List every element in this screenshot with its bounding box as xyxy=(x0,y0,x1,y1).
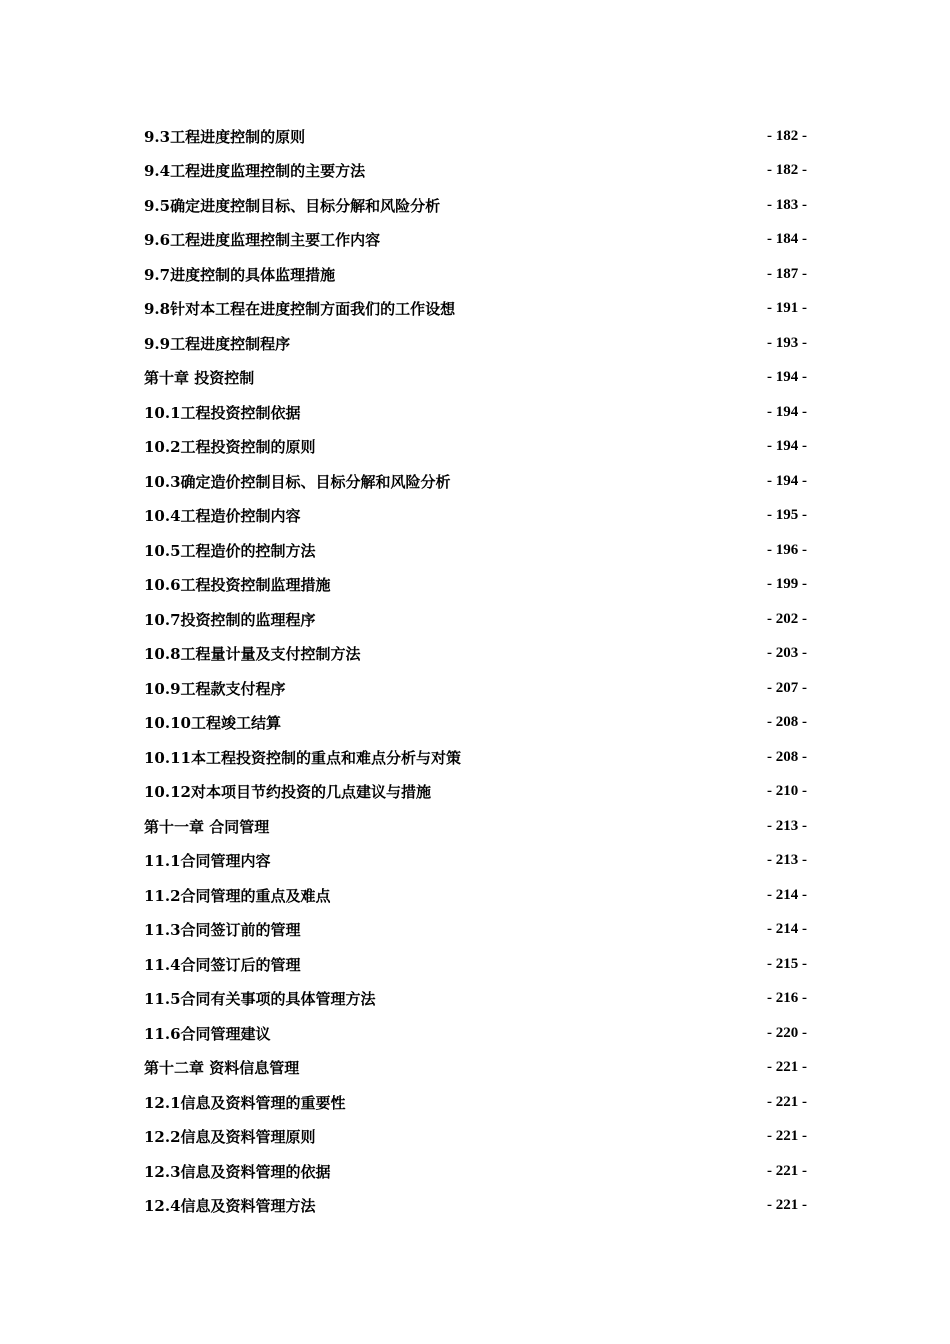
toc-entry[interactable] xyxy=(144,775,807,810)
toc-entry-title: 10.8工程量计量及支付控制方法 xyxy=(144,645,361,664)
toc-entry-title: 9.5确定进度控制目标、目标分解和风险分析 xyxy=(144,196,441,215)
toc-entry[interactable] xyxy=(144,809,807,844)
toc-entry-page-number: - 199 - xyxy=(767,576,807,593)
toc-entry-title: 11.3合同签订前的管理 xyxy=(144,921,301,940)
toc-entry[interactable] xyxy=(144,637,807,672)
toc-entry-title: 10.3确定造价控制目标、目标分解和风险分析 xyxy=(144,472,451,491)
toc-entry[interactable] xyxy=(144,119,807,154)
toc-entry-title: 12.4信息及资料管理方法 xyxy=(144,1197,316,1216)
toc-entry-title: 10.10工程竣工结算 xyxy=(144,714,281,733)
toc-entry[interactable] xyxy=(144,568,807,603)
toc-entry[interactable] xyxy=(144,1189,807,1224)
toc-entry-title: 10.12对本项目节约投资的几点建议与措施 xyxy=(144,783,431,802)
toc-entry-page-number: - 187 - xyxy=(767,265,807,282)
toc-entry[interactable] xyxy=(144,1016,807,1051)
toc-entry-title: 第十一章 合同管理 xyxy=(144,817,270,836)
toc-entry[interactable] xyxy=(144,1120,807,1155)
toc-entry[interactable] xyxy=(144,982,807,1017)
toc-entry[interactable] xyxy=(144,361,807,396)
toc-entry[interactable] xyxy=(144,188,807,223)
toc-entry-title: 9.3工程进度控制的原则 xyxy=(144,127,306,146)
toc-entry[interactable] xyxy=(144,602,807,637)
toc-entry-page-number: - 220 - xyxy=(767,1024,807,1041)
toc-entry-title: 12.1信息及资料管理的重要性 xyxy=(144,1093,346,1112)
toc-entry[interactable] xyxy=(144,395,807,430)
toc-entry-page-number: - 214 - xyxy=(767,921,807,938)
toc-entry[interactable] xyxy=(144,154,807,189)
toc-entry-title: 12.3信息及资料管理的依据 xyxy=(144,1162,331,1181)
toc-entry[interactable] xyxy=(144,257,807,292)
toc-entry-title: 10.4工程造价控制内容 xyxy=(144,507,301,526)
toc-entry-page-number: - 183 - xyxy=(767,196,807,213)
toc-entry[interactable] xyxy=(144,533,807,568)
toc-entry-title: 第十二章 资料信息管理 xyxy=(144,1059,300,1078)
toc-entry-page-number: - 207 - xyxy=(767,679,807,696)
toc-entry[interactable] xyxy=(144,430,807,465)
toc-entry-page-number: - 213 - xyxy=(767,817,807,834)
toc-entry-title: 11.5合同有关事项的具体管理方法 xyxy=(144,990,376,1009)
toc-entry[interactable] xyxy=(144,464,807,499)
toc-entry[interactable] xyxy=(144,671,807,706)
toc-entry-page-number: - 221 - xyxy=(767,1162,807,1179)
toc-entry-title: 11.6合同管理建议 xyxy=(144,1024,271,1043)
toc-entry-page-number: - 202 - xyxy=(767,610,807,627)
table-of-contents xyxy=(144,119,807,1223)
toc-entry-page-number: - 194 - xyxy=(767,403,807,420)
toc-entry[interactable] xyxy=(144,947,807,982)
toc-entry-page-number: - 208 - xyxy=(767,748,807,765)
toc-entry-page-number: - 184 - xyxy=(767,231,807,248)
toc-entry[interactable] xyxy=(144,913,807,948)
toc-entry-title: 11.1合同管理内容 xyxy=(144,852,271,871)
toc-entry-page-number: - 191 - xyxy=(767,300,807,317)
toc-entry-title: 10.9工程款支付程序 xyxy=(144,679,286,698)
toc-entry-page-number: - 182 - xyxy=(767,127,807,144)
toc-entry-title: 9.6工程进度监理控制主要工作内容 xyxy=(144,231,381,250)
toc-entry-title: 11.2合同管理的重点及难点 xyxy=(144,886,331,905)
toc-entry[interactable] xyxy=(144,499,807,534)
toc-entry-page-number: - 193 - xyxy=(767,334,807,351)
toc-entry[interactable] xyxy=(144,292,807,327)
toc-entry-page-number: - 194 - xyxy=(767,472,807,489)
toc-entry[interactable] xyxy=(144,326,807,361)
toc-entry-title: 12.2信息及资料管理原则 xyxy=(144,1128,316,1147)
toc-entry-page-number: - 221 - xyxy=(767,1059,807,1076)
toc-entry-page-number: - 194 - xyxy=(767,438,807,455)
toc-entry-title: 第十章 投资控制 xyxy=(144,369,255,388)
toc-entry-title: 10.5工程造价的控制方法 xyxy=(144,541,316,560)
toc-entry-page-number: - 221 - xyxy=(767,1093,807,1110)
toc-entry-title: 11.4合同签订后的管理 xyxy=(144,955,301,974)
toc-entry-page-number: - 182 - xyxy=(767,162,807,179)
toc-entry-title: 10.11本工程投资控制的重点和难点分析与对策 xyxy=(144,748,461,767)
toc-entry-page-number: - 214 - xyxy=(767,886,807,903)
toc-entry-title: 10.7投资控制的监理程序 xyxy=(144,610,316,629)
toc-entry-page-number: - 196 - xyxy=(767,541,807,558)
toc-entry[interactable] xyxy=(144,740,807,775)
toc-entry-page-number: - 194 - xyxy=(767,369,807,386)
toc-entry-title: 10.1工程投资控制依据 xyxy=(144,403,301,422)
toc-entry-page-number: - 215 - xyxy=(767,955,807,972)
toc-entry-title: 10.2工程投资控制的原则 xyxy=(144,438,316,457)
toc-entry-title: 9.4工程进度监理控制的主要方法 xyxy=(144,162,366,181)
toc-entry-page-number: - 210 - xyxy=(767,783,807,800)
toc-entry-page-number: - 216 - xyxy=(767,990,807,1007)
toc-entry-page-number: - 203 - xyxy=(767,645,807,662)
toc-entry-title: 9.9工程进度控制程序 xyxy=(144,334,291,353)
toc-entry[interactable] xyxy=(144,706,807,741)
toc-entry[interactable] xyxy=(144,1085,807,1120)
toc-entry-title: 10.6工程投资控制监理措施 xyxy=(144,576,331,595)
toc-entry-title: 9.8针对本工程在进度控制方面我们的工作设想 xyxy=(144,300,456,319)
toc-entry-page-number: - 195 - xyxy=(767,507,807,524)
toc-entry[interactable] xyxy=(144,223,807,258)
toc-entry[interactable] xyxy=(144,1051,807,1086)
toc-entry-page-number: - 221 - xyxy=(767,1197,807,1214)
toc-entry[interactable] xyxy=(144,878,807,913)
toc-entry-page-number: - 221 - xyxy=(767,1128,807,1145)
toc-entry-page-number: - 208 - xyxy=(767,714,807,731)
toc-entry-page-number: - 213 - xyxy=(767,852,807,869)
toc-entry[interactable] xyxy=(144,1154,807,1189)
toc-entry-title: 9.7进度控制的具体监理措施 xyxy=(144,265,336,284)
toc-entry[interactable] xyxy=(144,844,807,879)
